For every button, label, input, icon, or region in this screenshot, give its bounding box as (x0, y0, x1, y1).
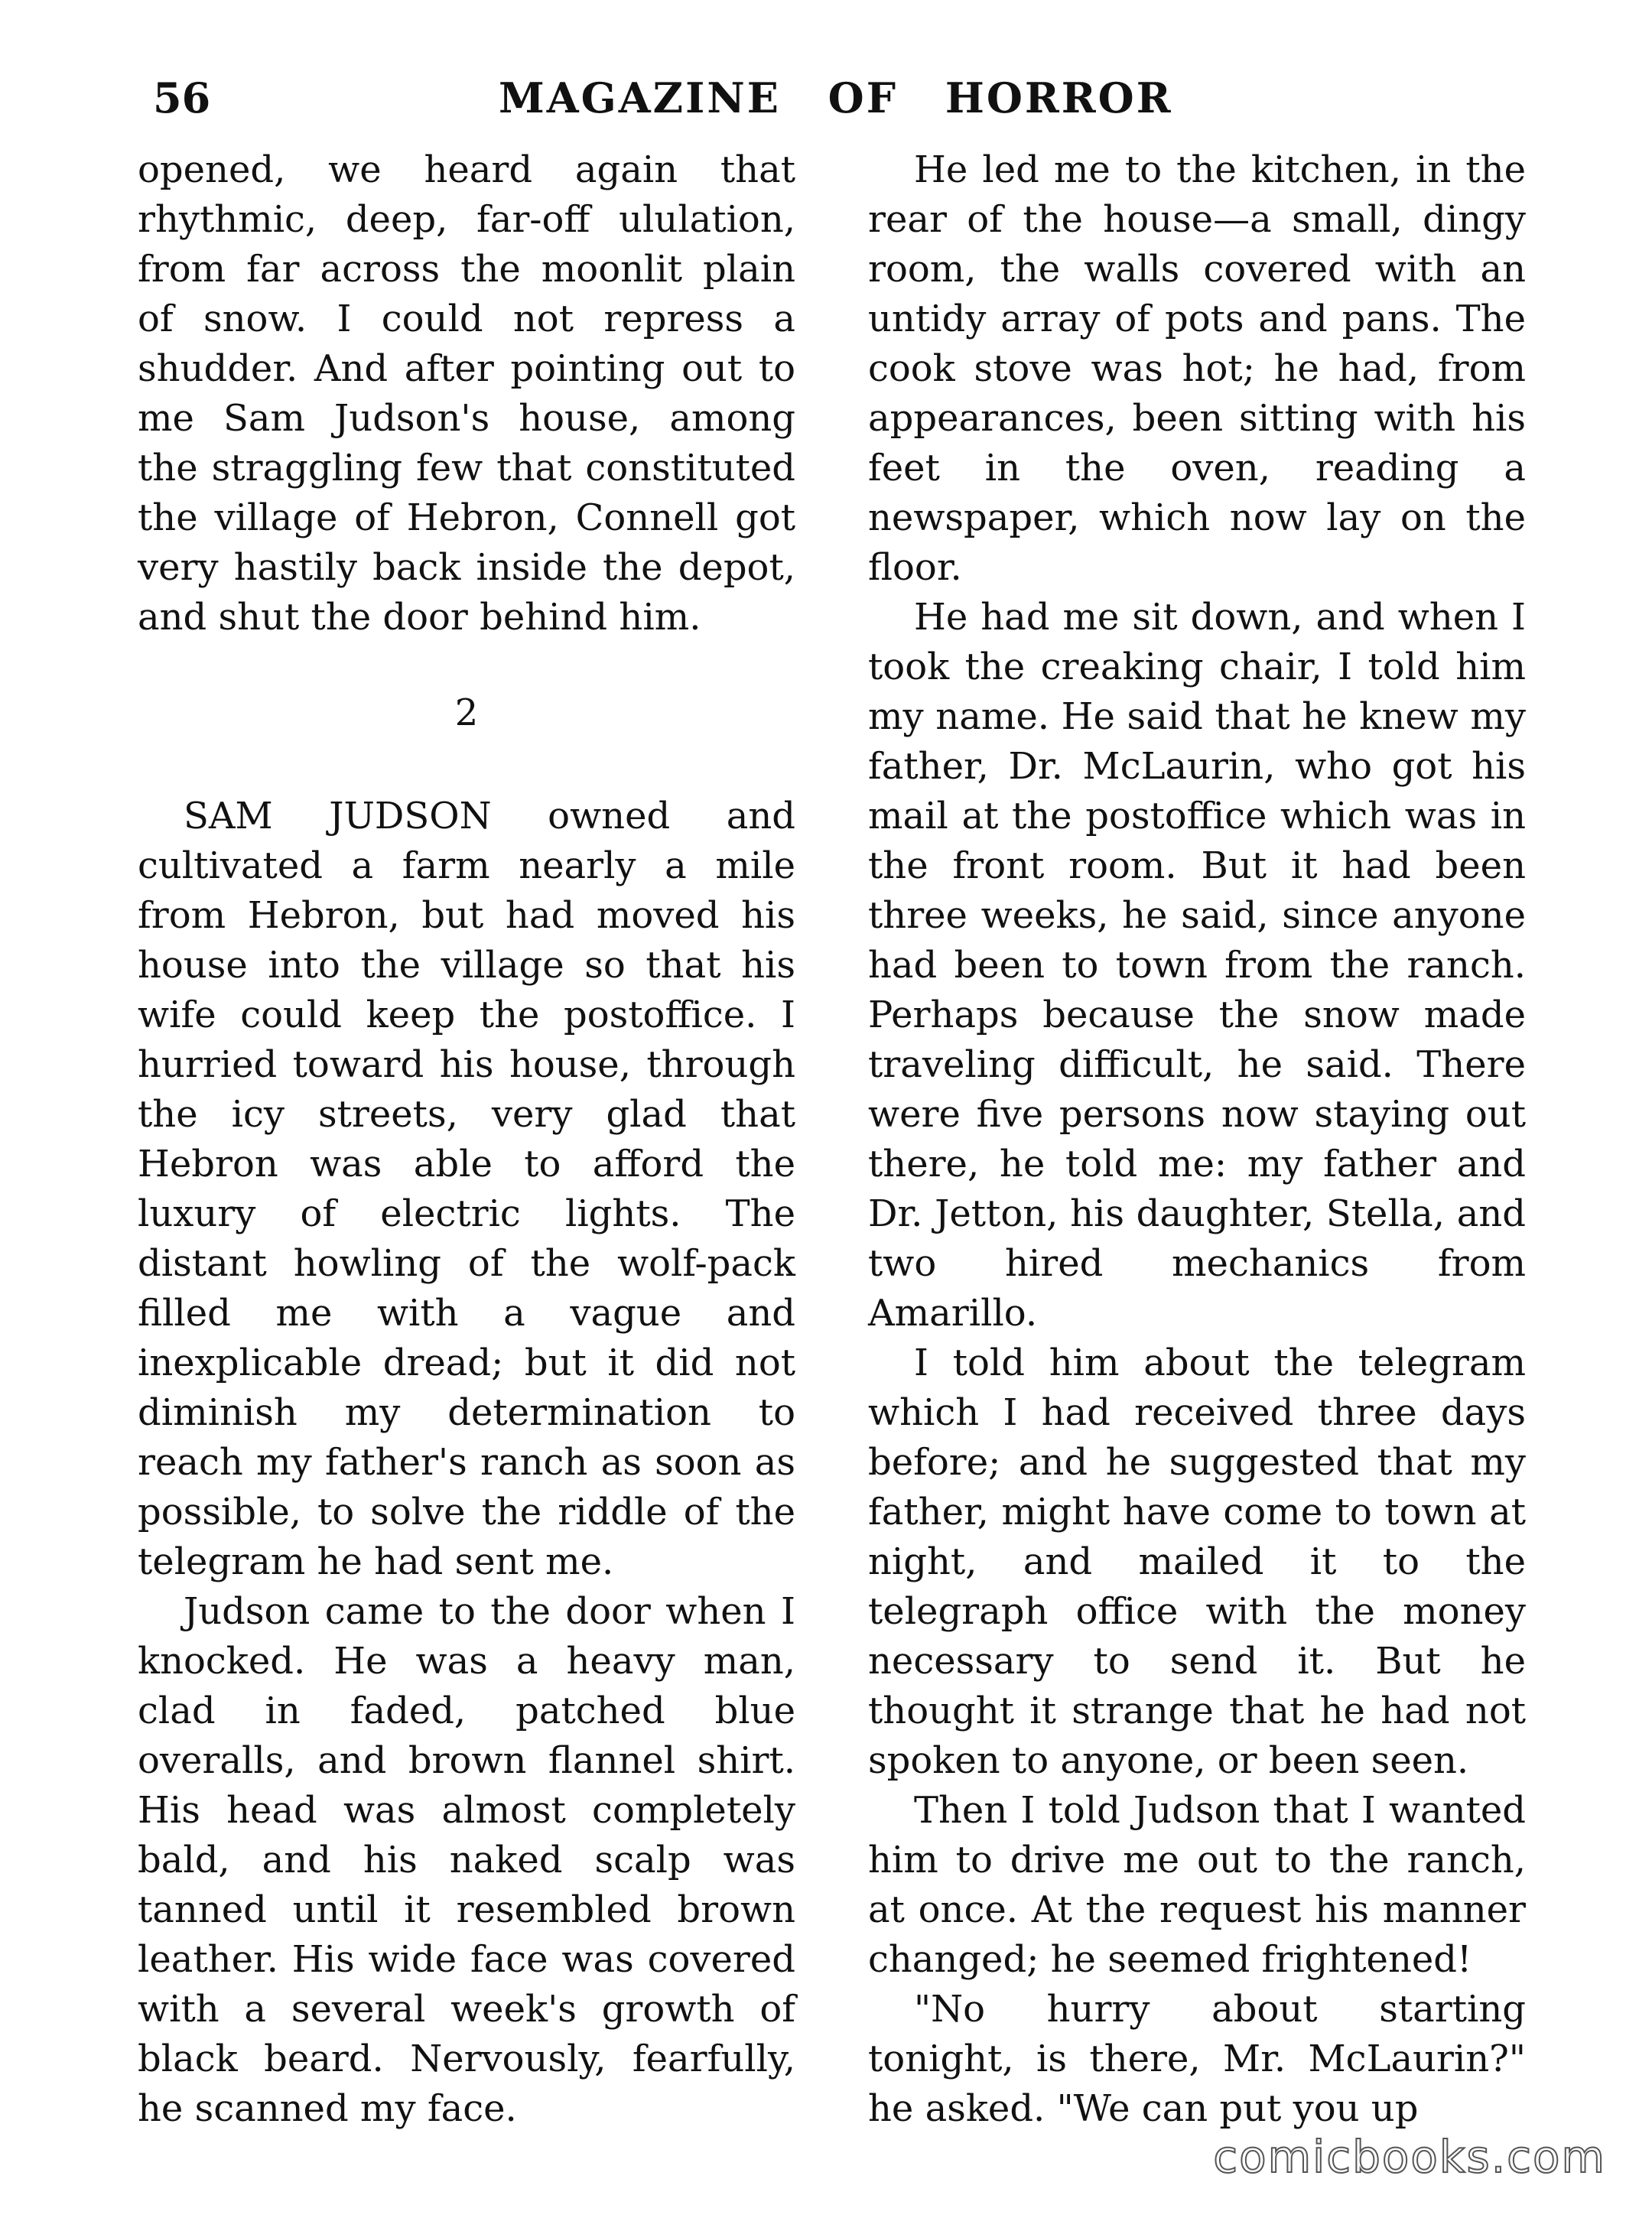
magazine-title: MAGAZINE OF HORROR (499, 73, 1173, 122)
paragraph: Then I told Judson that I wanted him to drive me out to the ranch, at once. At the request his manner changed; he seemed frightened! (868, 1789, 1526, 1981)
paragraph: Judson came to the door when I knocked. He was a heavy man, clad in faded, patched blue overalls, and brown flannel shirt. His head was almost completely bald, and his naked scalp was tanned until it resembled brown leather. His wide face was covered with a several week's growth of black beard. Nervously, fearfully, he scanned my face. (138, 1590, 795, 2130)
paragraph: "No hurry about starting tonight, is there, Mr. McLaurin?" he asked. "We can put you up (868, 1988, 1526, 2130)
right-column (868, 145, 1526, 2134)
section-number: 2 (454, 691, 479, 734)
paragraph: SAM JUDSON owned and cultivated a farm nearly a mile from Hebron, but had moved his house into the village so that his wife could keep the postoffice. I hurried toward his house, through the icy streets, very glad that Hebron was able to afford the luxury of electric lights. The distant howling of the wolf-pack filled me with a vague and inexplicable dread; but it did not diminish my determination to reach my father's ranch as soon as possible, to solve the riddle of the telegram he had sent me. (138, 795, 795, 1583)
paragraph: He had me sit down, and when I took the creaking chair, I told him my name. He said that he knew my father, Dr. McLaurin, who got his mail at the postoffice which was in the front room. But it had been three weeks, he said, since anyone had been to town from the ranch. Perhaps because the snow made traveling difficult, he said. There were five persons now staying out there, he told me: my father and Dr. Jetton, his daughter, Stella, and two hired mechanics from Amarillo. (868, 596, 1526, 1335)
left-column (138, 145, 795, 2134)
watermark: comicbooks.com (1213, 2131, 1606, 2183)
page-header (0, 73, 1652, 127)
paragraph: He led me to the kitchen, in the rear of the house—a small, dingy room, the walls covered with an untidy array of pots and pans. The cook stove was hot; he had, from appearances, been sitting with his feet in the oven, reading a newspaper, which now lay on the floor. (868, 148, 1526, 589)
paragraph: I told him about the telegram which I had received three days before; and he suggested that my father, might have come to town at night, and mailed it to the telegraph office with the money necessary to send it. But he thought it strange that he had not spoken to anyone, or been seen. (868, 1342, 1526, 1782)
paragraph: opened, we heard again that rhythmic, deep, far-off ululation, from far across the moonlit plain of snow. I could not repress a shudder. And after pointing out to me Sam Judson's house, among the straggling few that constituted the village of Hebron, Connell got very hastily back inside the depot, and shut the door behind him. (138, 148, 795, 639)
page-number: 56 (153, 73, 211, 122)
